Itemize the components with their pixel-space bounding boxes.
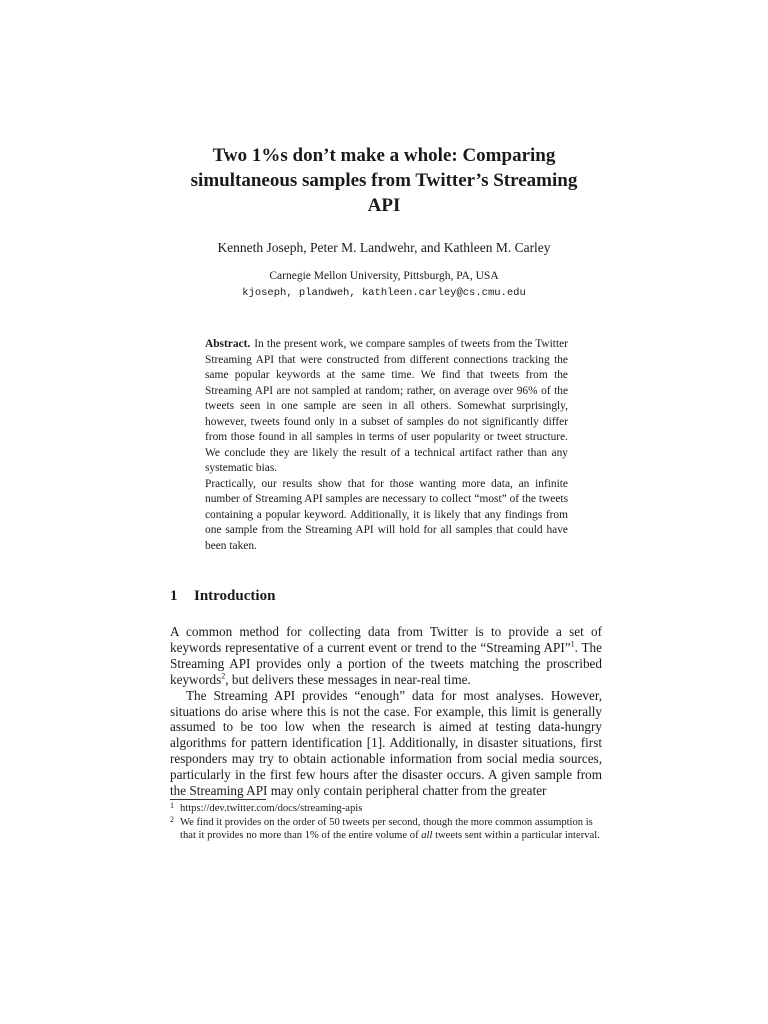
paper-title (150, 143, 618, 218)
footnote-mark-1: 1 (170, 801, 174, 810)
footnote-ref-1[interactable]: 1 (570, 639, 575, 649)
intro-p1-text-b: . The Streaming API provides only a portion of the tweets matching the proscribed keywords (170, 639, 602, 687)
section-title: Introduction (194, 588, 276, 604)
intro-p1-text-c: , but delivers these messages in near-real time. (225, 671, 471, 687)
footnote-ref-2[interactable]: 2 (221, 671, 226, 681)
title-line-3: API (367, 195, 401, 216)
intro-paragraph-1 (170, 624, 602, 688)
introduction-body (170, 624, 602, 799)
intro-p1-text-a: A common method for collecting data from Twitter is to provide a set of keywords representative of a current event or trend to the “Streaming API” (170, 624, 602, 655)
footnote-1 (170, 802, 602, 816)
abstract-text-1: In the present work, we compare samples of tweets from the Twitter Streaming API that were constructed from different connections tracking the same popular keywords at the same time. We find that tweets from the Streaming API are not sampled at random; rather, on average over 96% of the tweets seen in one sample are seen in all others. Somewhat surprisingly, however, tweets found only in a subset of samples do not significantly differ from those found in all samples in terms of user popularity or tweet structure. We conclude they are likely the result of a technical artifact rather than any systematic bias. (205, 338, 568, 474)
affiliation-block (150, 268, 618, 302)
footnote-divider (170, 799, 266, 800)
footnote-2-text-a: We find it provides on the order of 50 tweets per second, though the more common assumption is that it provides no more than 1% of the entire volume of (180, 816, 593, 842)
author-emails: kjoseph, plandweh, kathleen.carley@cs.cmu.edu (242, 287, 526, 299)
abstract (205, 337, 568, 554)
footnote-1-text[interactable]: https://dev.twitter.com/docs/streaming-apis (180, 803, 363, 814)
footnote-2-text-b: tweets sent within a particular interval. (432, 830, 600, 842)
footnote-mark-2: 2 (170, 814, 174, 824)
footnotes (170, 802, 602, 843)
section-number: 1 (170, 588, 178, 604)
abstract-label: Abstract. (205, 338, 251, 350)
footnote-2-emphasis: all (421, 830, 433, 842)
footnote-2 (170, 816, 602, 843)
intro-paragraph-2: The Streaming API provides “enough” data for most analyses. However, situations do arise where this is not the case. For example, this limit is generally assumed to be too low when the research is aimed at testing data-hungry algorithms for pattern identification [1]. Additionally, in disaster situations, first responders may try to obtain actionable information from social media sources, particularly in the first few hours after the disaster occurs. A given sample from the Streaming API may only contain peripheral chatter from the greater (170, 687, 602, 799)
abstract-paragraph-1 (205, 337, 568, 477)
author-list: Kenneth Joseph, Peter M. Landwehr, and Kathleen M. Carley (217, 240, 551, 255)
section-heading-introduction (170, 588, 600, 605)
title-line-2: simultaneous samples from Twitter’s Streaming (190, 170, 578, 191)
title-line-1: Two 1%s don’t make a whole: Comparing (212, 145, 556, 166)
affiliation: Carnegie Mellon University, Pittsburgh, PA, USA (269, 270, 499, 282)
abstract-paragraph-2: Practically, our results show that for those wanting more data, an infinite number of Streaming API samples are necessary to collect “most” of the tweets containing a popular keyword. Additionally, it is likely that any findings from one sample from the Streaming API will hold for all samples that could have been taken. (205, 477, 568, 552)
